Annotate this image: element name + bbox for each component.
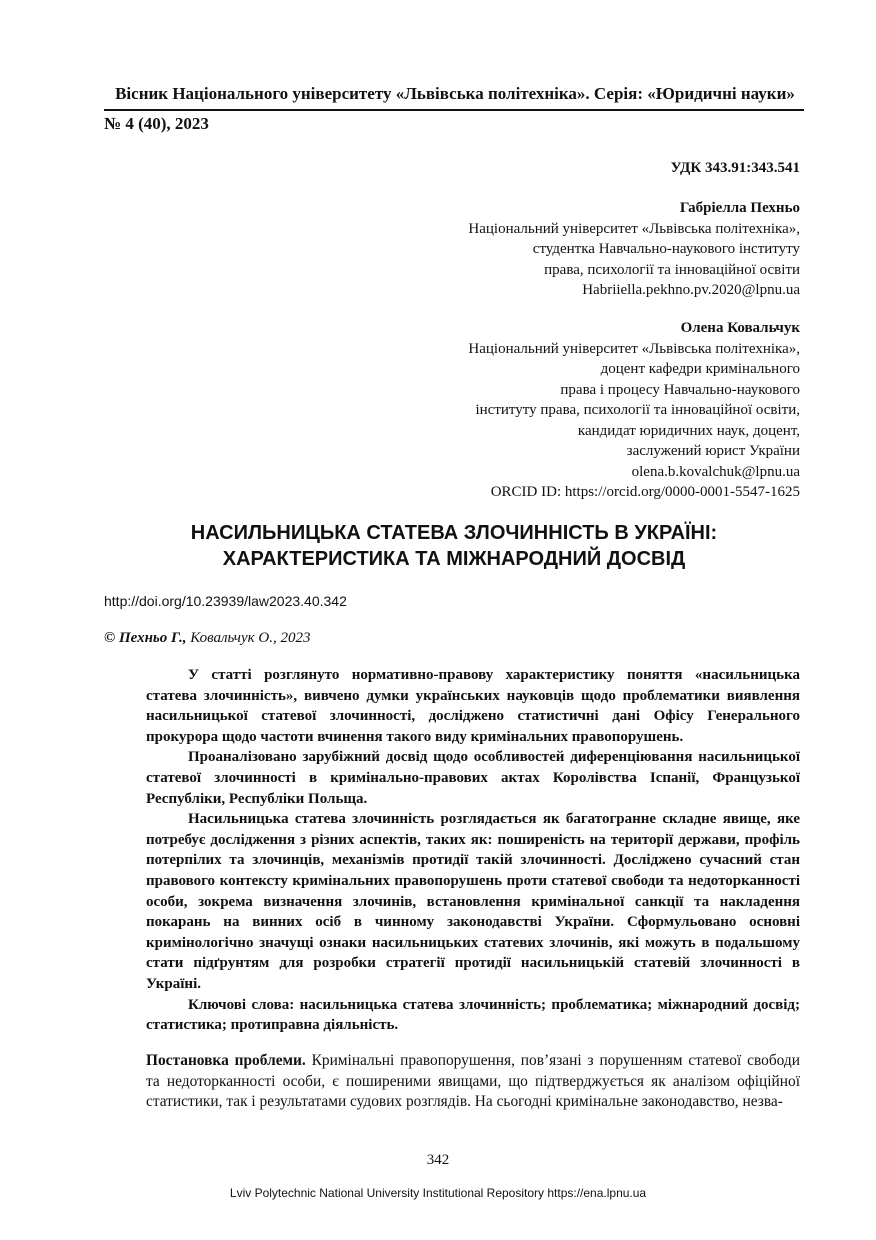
author-affiliation-line: кандидат юридичних наук, доцент, xyxy=(577,422,800,439)
author-affiliation-line: заслужений юрист України xyxy=(626,443,800,459)
copyright-prefix: © Пехньо Г., xyxy=(104,630,187,646)
author-affiliation-line: Національний університет «Львівська політехніка», xyxy=(468,220,800,237)
author-email: Habriiella.pekhno.pv.2020@lpnu.ua xyxy=(582,282,800,298)
title-line-2: ХАРАКТЕРИСТИКА ТА МІЖНАРОДНИЙ ДОСВІД xyxy=(222,548,686,570)
abstract-paragraph: Насильницька статева злочинність розглядається як багатогранне складне явище, яке потребує дослідження з різних аспектів, таких як: поширеність на території держави, профіль потерпілих та злочинців, механізмів протидії такій злочинності. Досліджено сучасний стан правового контексту кримінальних правопорушень проти статевої свободи та недоторканності особи, зокрема визначення злочинів, встановлення кримінальної санкції та накладення покарань на винних осіб в чинному законодавстві України. Сформульовано основні кримінологічно значущі ознаки насильницьких статевих злочинів, які можуть в подальшому стати підґрунтям для розробки стратегії протидії насильницькій статевій злочинності в Україні. xyxy=(146,811,800,992)
abstract xyxy=(146,665,800,1036)
author-block-1 xyxy=(468,198,800,301)
issue-number: № 4 (40), 2023 xyxy=(104,114,209,133)
author-affiliation-line: інституту права, психології та інноваційної освіти, xyxy=(475,402,800,418)
repository-footer: Lviv Polytechnic National University Institutional Repository https://ena.lpnu.ua xyxy=(229,1186,647,1200)
author-name: Габріелла Пехньо xyxy=(679,200,800,216)
author-affiliation-line: права і процесу Навчально-наукового xyxy=(560,381,800,398)
page-number: 342 xyxy=(426,1152,450,1168)
header-rule xyxy=(104,109,804,111)
author-affiliation-line: студентка Навчально-наукового інституту xyxy=(532,241,800,257)
copyright-rest: Ковальчук О., 2023 xyxy=(186,630,311,646)
copyright-line xyxy=(104,630,310,647)
body-text xyxy=(146,1051,800,1113)
keywords: Ключові слова: насильницька статева злочинність; проблематика; міжнародний досвід; статистика; протиправна діяльність. xyxy=(146,996,800,1034)
body-paragraph xyxy=(146,1051,800,1113)
udk-code: УДК 343.91:343.541 xyxy=(670,160,800,176)
author-affiliation-line: Національний університет «Львівська політехніка», xyxy=(468,340,800,357)
section-lead: Постановка проблеми. xyxy=(146,1052,306,1069)
article-title xyxy=(104,520,804,572)
author-affiliation-line: права, психології та інноваційної освіти xyxy=(544,261,800,278)
author-email: olena.b.kovalchuk@lpnu.ua xyxy=(631,463,800,480)
author-orcid: ORCID ID: https://orcid.org/0000-0001-5547-1625 xyxy=(490,484,800,500)
author-affiliation-line: доцент кафедри кримінального xyxy=(600,361,800,377)
body-text-content: Кримінальні правопорушення, пов’язані з порушенням статевої свободи та недоторканності особи, є поширеними явищами, що підтверджується як аналізом офіційної статистики, так і результатами судових розглядів. На сьогодні кримінальне законодавство, незва- xyxy=(146,1052,800,1110)
abstract-paragraph: Проаналізовано зарубіжний досвід щодо особливостей диференціювання насильницької статевої злочинності в кримінально-правових актах Королівства Іспанії, Французької Республіки, Республіки Польща. xyxy=(146,749,800,807)
abstract-paragraph: У статті розглянуто нормативно-правову характеристику поняття «насильницька статева злочинність», вивчено думки українських науковців щодо проблематики виявлення насильницької статевої злочинності, досліджено статистичні дані Офісу Генерального прокурора щодо частоти вчинення такого виду кримінальних правопорушень. xyxy=(146,667,800,745)
title-line-1: НАСИЛЬНИЦЬКА СТАТЕВА ЗЛОЧИННІСТЬ В УКРАЇНІ: xyxy=(190,522,718,544)
author-name: Олена Ковальчук xyxy=(680,320,800,336)
author-block-2 xyxy=(468,318,800,503)
journal-title: Вісник Національного університету «Львівська політехніка». Серія: «Юридичні науки» xyxy=(115,84,795,103)
doi-link[interactable]: http://doi.org/10.23939/law2023.40.342 xyxy=(104,593,347,609)
